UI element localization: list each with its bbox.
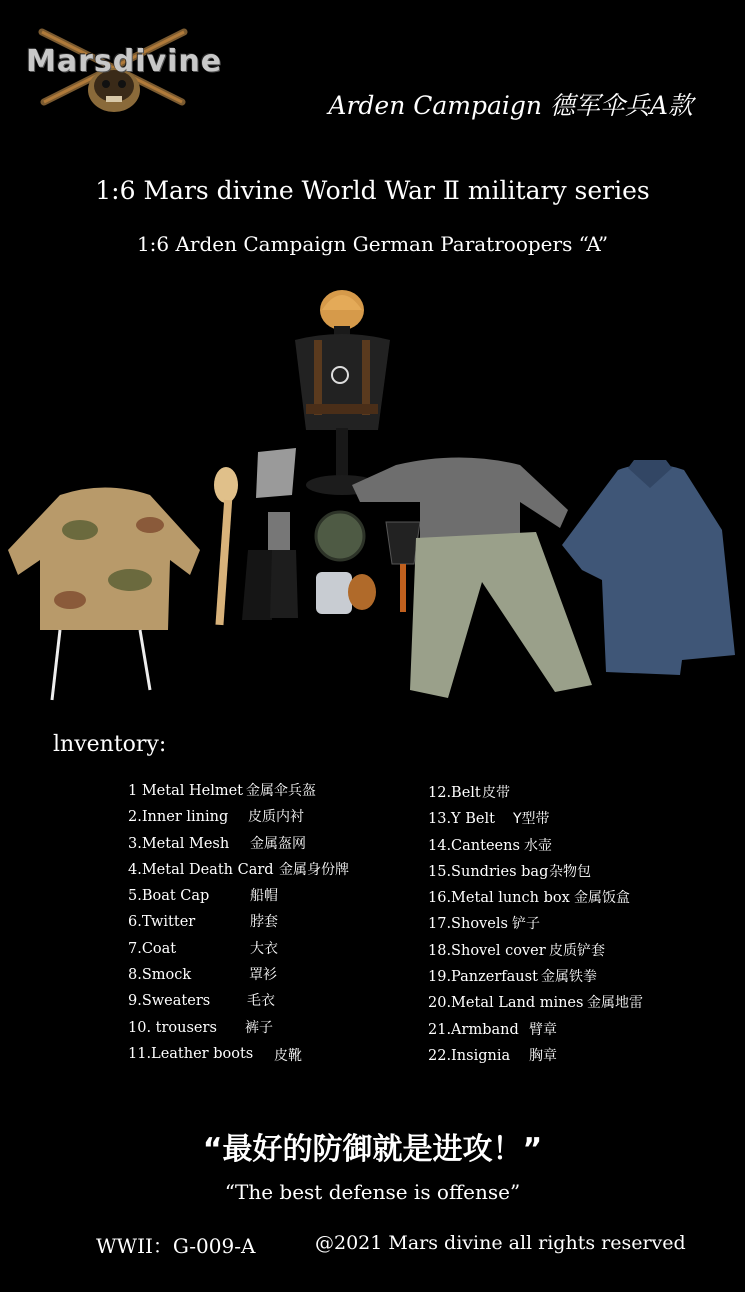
slogan-chinese: “最好的防御就是进攻！” [202,1132,543,1167]
neck-gaiter [256,448,296,498]
list-item: 4.Metal Death Card 金属身份牌 [128,861,349,878]
trousers [410,532,592,698]
list-item: 10. trousers 裤子 [128,1019,273,1036]
list-item: 8.Smock 罩衫 [128,967,277,984]
product-code: WWII：G-009-A [96,1234,256,1258]
inventory-list-left [128,778,349,1067]
list-item: 21.Armband 臂章 [428,1021,557,1038]
lunch-box-and-canteen [316,572,376,614]
product-subtitle: 1:6 Arden Campaign German Paratroopers “A” [136,232,609,256]
list-item: 19.Panzerfaust 金属铁拳 [428,969,597,986]
panzerfaust [214,467,238,625]
list-item: 20.Metal Land mines 金属地雷 [428,995,643,1012]
list-item: 22.Insignia 胸章 [428,1047,557,1064]
list-item: 14.Canteens 水壶 [428,837,552,854]
list-item: 2.Inner lining 皮质内衬 [128,809,304,826]
list-item: 18.Shovel cover 皮质铲套 [428,942,605,959]
list-item: 7.Coat 大衣 [128,940,278,957]
list-item: 5.Boat Cap 船帽 [128,888,278,905]
mannequin-with-helmet [295,290,390,495]
land-mine [316,512,364,560]
list-item: 16.Metal lunch box 金属饭盒 [428,890,630,907]
leather-boots [242,512,298,620]
camouflage-smock [8,488,200,701]
logo-wordmark: Marsdivine [26,44,223,79]
list-item: 1 Metal Helmet 金属伞兵盔 [128,783,316,799]
inventory-list-right [428,780,643,1069]
slogan-english: “The best defense is offense” [224,1180,521,1204]
sweater [352,458,568,543]
list-item: 3.Metal Mesh 金属盔网 [128,835,306,852]
list-item: 17.Shovels 铲子 [428,916,540,933]
list-item: 15.Sundries bag 杂物包 [428,863,591,880]
list-item: 11.Leather boots 皮靴 [128,1045,302,1064]
product-photo [0,280,745,720]
list-item: 6.Twitter 脖套 [128,914,278,931]
copyright-notice: @2021 Mars divine all rights reserved [315,1232,686,1254]
list-item: 9.Sweaters 毛衣 [128,993,275,1010]
list-item: 13.Y Belt Y型带 [428,811,550,828]
list-item: 12.Belt 皮带 [428,785,510,801]
page-title: Arden Campaign 德军伞兵A款 [328,91,693,120]
inventory-title: lnventory: [53,732,167,757]
series-subtitle: 1:6 Mars divine World War Ⅱ military series [95,176,650,205]
blue-coat [562,464,735,675]
